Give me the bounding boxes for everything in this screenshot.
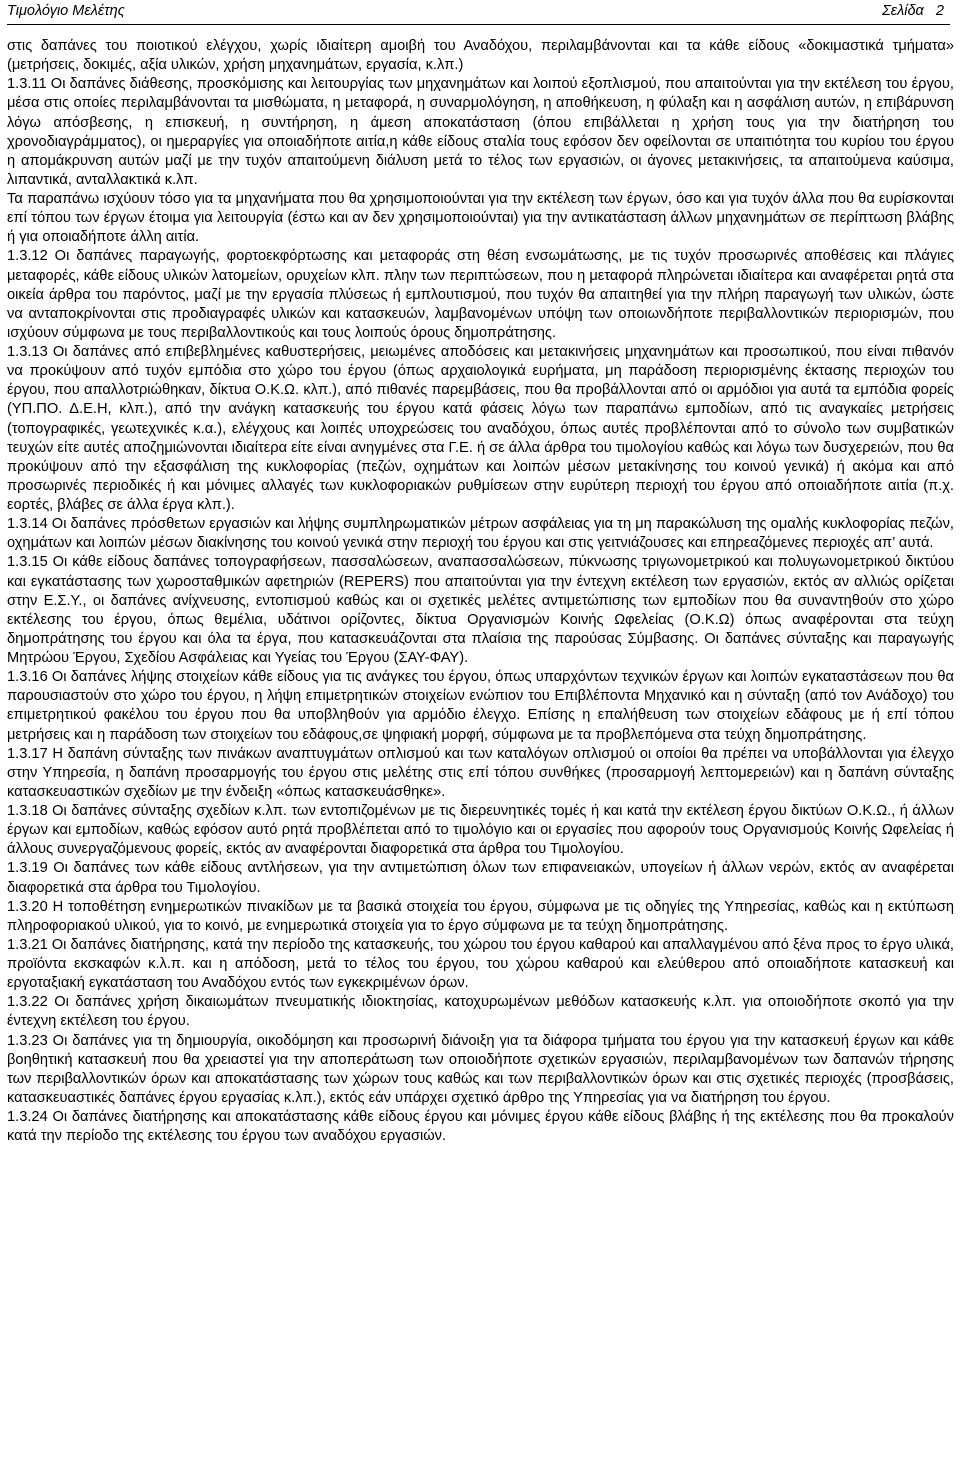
paragraph: 1.3.11 Οι δαπάνες διάθεσης, προσκόμισης και λειτουργίας των μηχανημάτων και λοιπού εξοπλισμού, που απαιτούνται για την εκτέλεση του έργου, μέσα στις οποίες περιλαμβάνονται τα μισθώματα, η μεταφορά, η συναρμολόγηση, η αποθήκευση, η φύλαξη και η ασφάλιση αυτών, η επιβάρυνση λόγω απόσβεσης, η επισκευή, η συντήρηση, η άμεση αποκατάσταση (όπου επιβάλλεται η χρήση τους για την διατήρηση του χρονοδιαγράμματος), οι ημεραργίες για οποιαδήποτε αιτία,η κάθε είδους σταλία τους εφόσον δεν οφείλονται σε υπαιτιότητα του κυρίου του έργου η απομάκρυνση αυτών μαζί με την τυχόν απαιτούμενη διάλυση μετά το τέλος των εργασιών, οι άγονες μετακινήσεις, τα απαιτούμενα καύσιμα, λιπαντικά, ανταλλακτικά κ.λπ. <box>7 76 954 188</box>
page-header <box>7 0 950 25</box>
document-body <box>7 37 954 1146</box>
paragraph: 1.3.12 Οι δαπάνες παραγωγής, φορτοεκφόρτωσης και μεταφοράς στη θέση ενσωμάτωσης, με τις τυχόν προσωρινές αποθέσεις και πλάγιες μεταφορές, κάθε είδους υλικών λατομείων, ορυχείων κλπ. πλην των περιπτώσεων, που η μεταφορά πληρώνεται ιδιαίτερα και αναφέρεται ρητά στα οικεία άρθρα του παρόντος, μαζί με την εργασία πλύσεως ή εμπλουτισμού, που τυχόν θα απαιτηθεί για την πλήρη παραγωγή των υλικών, ώστε να ανταποκρίνονται στις προδιαγραφές υλικών και κατασκευών, λαμβανομένων υπόψη των οποιωνδήποτε περιβαλλοντικών περιορισμών, που ισχύουν σύμφωνα με τους περιβαλλοντικούς και τους λοιπούς όρους δημοπράτησης. <box>7 248 954 341</box>
paragraph: 1.3.21 Οι δαπάνες διατήρησης, κατά την περίοδο της κατασκευής, του χώρου του έργου καθαρού και απαλλαγμένου από ξένα προς το έργο υλικά, προϊόντα εκσκαφών κ.λ.π. και η απόδοση, μετά το τέλος του έργου, του χώρου καθαρού και ελεύθερου από οποιαδήποτε κατασκευή και εργοταξιακή εγκατάσταση του Αναδόχου εντός των εγκεκριμένων όρων. <box>7 936 954 992</box>
paragraph: 1.3.22 Οι δαπάνες χρήση δικαιωμάτων πνευματικής ιδιοκτησίας, κατοχυρωμένων μεθόδων κατασκευής κ.λπ. για οποιοδήποτε σκοπό για την έντεχνη εκτέλεση του έργου. <box>7 994 954 1030</box>
paragraph: 1.3.13 Οι δαπάνες από επιβεβλημένες καθυστερήσεις, μειωμένες αποδόσεις και μετακινήσεις μηχανημάτων και προσωπικού, που είναι πιθανόν να προκύψουν από τυχόν εμπόδια στο χώρο του έργου (όπως αρχαιολογικά ευρήματα, μη παράδοση περιορισμένης έκτασης περιοχών του έργου, που απαλλοτριώθηκαν, δίκτυα Ο.Κ.Ω. κλπ.), από πιθανές παρεμβάσεις, που θα προβάλλονται από οι αρμόδιοι για αυτά τα εμπόδια φορείς (ΥΠ.ΠΟ. Δ.Ε.Η, κλπ.), από την ανάγκη κατασκευής του έργου κατά φάσεις λόγω των παραπάνω εμποδίων, από τις αναγκαίες μετρήσεις (τοπογραφικές, γεωτεχνικές κ.α.), ελέγχους και λοιπές υποχρεώσεις του αναδόχου, όπως αυτές προβλέπονται από το σύνολο των συμβατικών τευχών είτε αυτές αποζημιώνονται ιδιαίτερα είτε είναι ανηγμένες στα Γ.Ε. ή σε άλλα άρθρα του τιμολογίου καθώς και λόγω των δυσχερειών, που θα προκύψουν από την εξασφάλιση της κυκλοφορίας (πεζών, οχημάτων και λοιπών μέσων μετακίνησης του κοινού γενικά) ή ακόμα και από προσωρινές περιοδικές ή και μόνιμες αλλαγές των κυκλοφοριακών ρυθμίσεων στην ευρύτερη περιοχή του έργου από οποιαδήποτε αιτία (π.χ. εορτές, βλάβες σε άλλα έργα κλπ.). <box>7 344 954 513</box>
paragraph: 1.3.19 Οι δαπάνες των κάθε είδους αντλήσεων, για την αντιμετώπιση όλων των επιφανειακών, υπογείων ή άλλων νερών, εκτός αν αναφέρεται διαφορετικά στα άρθρα του Τιμολογίου. <box>7 860 954 896</box>
paragraph: 1.3.14 Οι δαπάνες πρόσθετων εργασιών και λήψης συμπληρωματικών μέτρων ασφάλειας για τη μη παρακώλυση της ομαλής κυκλοφορίας πεζών, οχημάτων και λοιπών μέσων διακίνησης του κοινού γενικά στην περιοχή του έργου και στις γειτνιάζουσες και επηρεαζόμενες περιοχές απ’ αυτά. <box>7 516 954 552</box>
paragraph: 1.3.17 Η δαπάνη σύνταξης των πινάκων αναπτυγμάτων οπλισμού και των καταλόγων οπλισμού οι οποίοι θα πρέπει να υποβάλλονται για έλεγχο στην Υπηρεσία, η δαπάνη προσαρμογής του έργου στις μελέτης στις επί τόπου συνθήκες (προσαρμογή λεπτομερειών) και η δαπάνη σύνταξης κατασκευαστικών σχεδίων με την ένδειξη «όπως κατασκευάσθηκε». <box>7 745 954 800</box>
paragraph: 1.3.24 Οι δαπάνες διατήρησης και αποκατάστασης κάθε είδους έργου και μόνιμες έργου κάθε είδους βλάβης ή της εκτέλεσης που θα προκαλούν κατά την περίοδο της εκτέλεσης του έργου των αναδόχου εργασιών. <box>7 1109 954 1145</box>
paragraph: 1.3.20 Η τοποθέτηση ενημερωτικών πινακίδων με τα βασικά στοιχεία του έργου, σύμφωνα με τις οδηγίες της Υπηρεσίας, καθώς και η εκτύπωση πληροφοριακού υλικού, για το κοινό, με ενημερωτικά στοιχεία για το έργο σύμφωνα με τα τεύχη δημοπράτησης. <box>7 898 954 934</box>
document-title: Τιμολόγιο Μελέτης <box>7 3 125 19</box>
paragraph: 1.3.15 Οι κάθε είδους δαπάνες τοπογραφήσεων, πασσαλώσεων, αναπασσαλώσεων, πύκνωσης τριγωνομετρικού και πολυγωνομετρικού δικτύου και εγκατάστασης των χωροσταθμικών αφετηριών (REPERS) που απαιτούνται για την έντεχνη εκτέλεση των εργασιών, εκτός αν αλλιώς ορίζεται στην Ε.Σ.Υ., οι δαπάνες ανίχνευσης, εντοπισμού καθώς και οι σχετικές μελέτες αντιμετώπισης των εμποδίων που θα συναντηθούν στο χώρο εκτέλεσης του έργου, όπως θεμέλια, υδάτινοι ορίζοντες, δίκτυα Οργανισμών Κοινής Ωφελείας (Ο.Κ.Ω) όπως αναφέρονται στα τεύχη δημοπράτησης του έργου και όλα τα έργα, που κατασκευάζονται στα πλαίσια της παρούσας Σύμβασης. Οι δαπάνες σύνταξης και παραγωγής Μητρώου Έργου, Σχεδίου Ασφάλειας και Υγείας του Έργου (ΣΑΥ-ΦΑΥ). <box>7 554 954 666</box>
paragraph: 1.3.18 Οι δαπάνες σύνταξης σχεδίων κ.λπ. των εντοπιζομένων με τις διερευνητικές τομές ή και κατά την εκτέλεση έργου δικτύων Ο.Κ.Ω., ή άλλων έργων και εμποδίων, καθώς εφόσον αυτό ρητά προβλέπεται από το τιμολόγιο και οι εργασίες που αφορούν τους Οργανισμούς Κοινής Ωφελείας ή άλλους συνεργαζόμενους φορείς, εκτός αν αναφέρονται διαφορετικά στα άρθρα του Τιμολογίου. <box>7 803 954 858</box>
paragraph: στις δαπάνες του ποιοτικού ελέγχου, χωρίς ιδιαίτερη αμοιβή του Αναδόχου, περιλαμβάνονται και τα κάθε είδους «δοκιμαστικά τμήματα» (μετρήσεις, δοκιμές, αξία υλικών, χρήση μηχανημάτων, εργασία, κ.λπ.) <box>7 38 954 74</box>
page-indicator <box>882 3 944 19</box>
paragraph: 1.3.23 Οι δαπάνες για τη δημιουργία, οικοδόμηση και προσωρινή διάνοιξη για τα διάφορα τμήματα του έργου για την κατασκευή έργων και κάθε βοηθητική κατασκευή που θα χρειαστεί για την αποπεράτωση των οποιοδήποτε σχετικών εργασιών, περιλαμβανομένων των δαπανών τήρησης των περιβαλλοντικών όρων και αποκατάστασης των χώρων τους καθώς και των περιβαλλοντικών όρων και στις σχετικές περιοχές (προσβάσεις, κατασκευαστικές δαπάνες έργου εργασίας κ.λπ.), εκτός εάν υπάρχει σχετικό άρθρο της Υπηρεσίας για να διατήρηση του έργου. <box>7 1032 954 1106</box>
paragraph: 1.3.16 Οι δαπάνες λήψης στοιχείων κάθε είδους για τις ανάγκες του έργου, όπως υπαρχόντων τεχνικών έργων και λοιπών εγκαταστάσεων που θα παρουσιαστούν στο χώρο του έργου, η λήψη επιμετρητικών στοιχείων ενώπιον του Επιβλέποντα Μηχανικό και η σύνταξη (από τον Ανάδοχο) του επιμετρητικού φακέλου του έργου που θα υποβληθούν για αρμόδιο έλεγχο. Επίσης η επαλήθευση των στοιχείων εδάφους με ή επί τόπου μετρήσεις και η παράδοση των στοιχείων του εδάφους,σε ψηφιακή μορφή, σύμφωνα με τα προβλεπόμενα στα τεύχη δημοπράτησης. <box>7 669 954 743</box>
page-label: Σελίδα <box>882 3 924 19</box>
page-number: 2 <box>935 3 944 19</box>
paragraph: Τα παραπάνω ισχύουν τόσο για τα μηχανήματα που θα χρησιμοποιούνται για την εκτέλεση των έργων, όσο και για τυχόν άλλα που θα ευρίσκονται επί τόπου των έργων έτοιμα για λειτουργία (έστω και αν δεν χρησιμοποιούνται) για την αντικατάσταση άλλων μηχανημάτων σε περίπτωση βλάβης ή για οποιαδήποτε άλλη αιτία. <box>7 191 954 246</box>
